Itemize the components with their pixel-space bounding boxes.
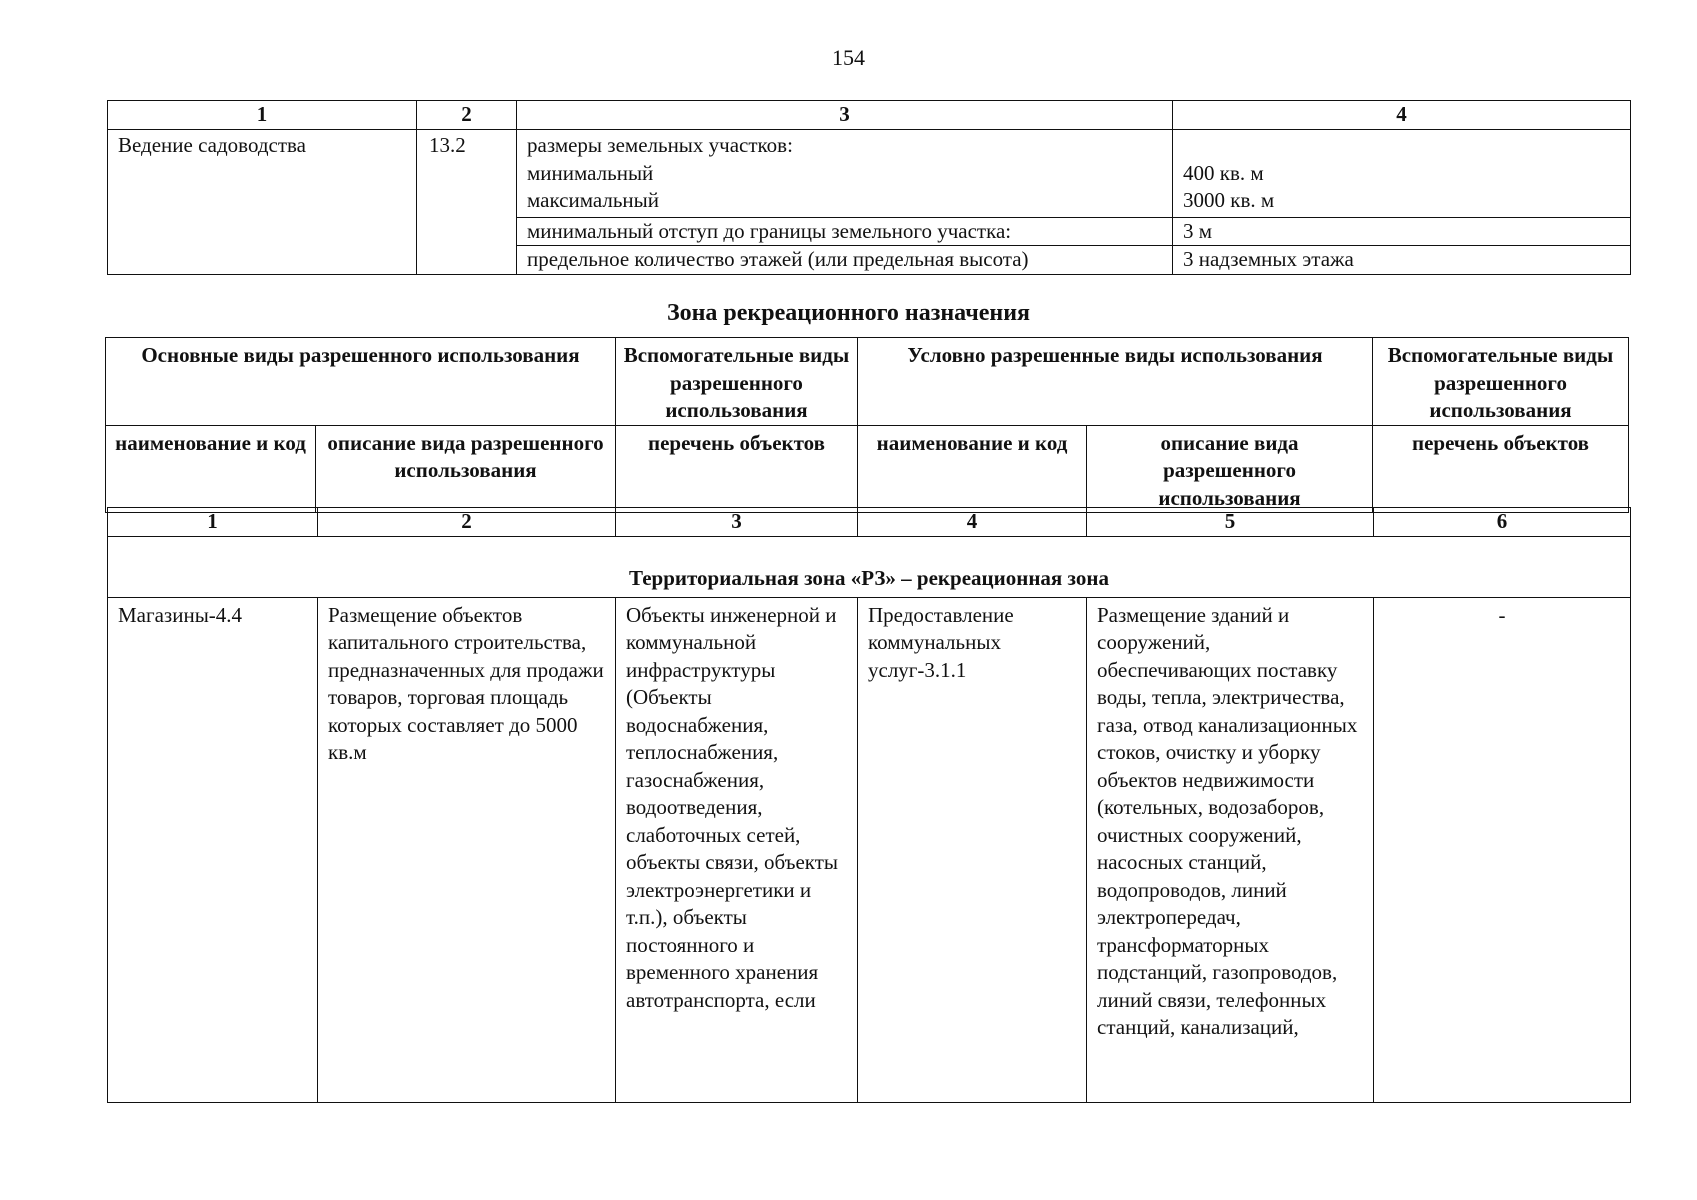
use-name-cell: Магазины-4.4 (108, 597, 318, 1102)
column-number: 5 (1087, 508, 1374, 537)
header-group-row (106, 338, 1629, 426)
column-number-row (108, 508, 1631, 537)
aux-objects-cell: - (1374, 597, 1631, 1102)
aux-objects-cell: Объекты инженерной и коммунальной инфраструктуры (Объекты водоснабжения, теплоснабжения, газоснабжения, водоотведения, слаботочных сетей, объекты связи, объекты электроэнергетики и т.п.), объекты постоянного и временного хранения автотранспорта, если (616, 597, 858, 1102)
aux-uses-header: Вспомогательные виды разрешенного использования (616, 338, 858, 426)
plot-size-label-cell (517, 130, 1173, 218)
use-description-cell: Размещение объектов капитального строительства, предназначенных для продажи товаров, торговая площадь которых составляет до 5000 кв.м (318, 597, 616, 1102)
aux-uses-header: Вспомогательные виды разрешенного использования (1373, 338, 1629, 426)
zone-body-table (107, 507, 1631, 1103)
header-subcolumn-row (106, 425, 1629, 513)
column-number: 1 (108, 508, 318, 537)
column-number: 4 (1173, 101, 1631, 130)
plot-size-label: размеры земельных участков: (527, 133, 793, 157)
description-header: описание вида разрешенного использования (1087, 425, 1373, 513)
zone-header-table (105, 337, 1629, 513)
main-uses-header: Основные виды разрешенного использования (106, 338, 616, 426)
setback-label: минимальный отступ до границы земельного участка: (517, 217, 1173, 246)
floors-label: предельное количество этажей (или предельная высота) (517, 246, 1173, 275)
table-row (108, 597, 1631, 1102)
setback-value: 3 м (1173, 217, 1631, 246)
table-row (108, 130, 1631, 218)
territorial-zone-title: Территориальная зона «РЗ» – рекреационная зона (108, 536, 1631, 597)
plot-size-max-label: максимальный (527, 188, 659, 212)
objects-list-header: перечень объектов (1373, 425, 1629, 513)
column-number: 2 (318, 508, 616, 537)
conditional-use-name-cell: Предоставление коммунальных услуг-3.1.1 (858, 597, 1087, 1102)
column-number-row (108, 101, 1631, 130)
territorial-zone-row (108, 536, 1631, 597)
column-number: 4 (858, 508, 1087, 537)
name-code-header: наименование и код (858, 425, 1087, 513)
use-code-cell: 13.2 (417, 130, 517, 275)
column-number: 3 (616, 508, 858, 537)
plot-size-value-cell (1173, 130, 1631, 218)
column-number: 3 (517, 101, 1173, 130)
column-number: 2 (417, 101, 517, 130)
zone-title: Зона рекреационного назначения (666, 300, 1031, 326)
description-header: описание вида разрешенного использования (316, 425, 616, 513)
column-number: 6 (1374, 508, 1631, 537)
column-number: 1 (108, 101, 417, 130)
objects-list-header: перечень объектов (616, 425, 858, 513)
page-number: 154 (832, 45, 865, 70)
plot-size-min-value: 400 кв. м (1183, 160, 1264, 185)
use-name-cell: Ведение садоводства (108, 130, 417, 275)
conditional-uses-header: Условно разрешенные виды использования (858, 338, 1373, 426)
plot-size-max-value: 3000 кв. м (1183, 188, 1275, 212)
gardening-parameters-table (107, 100, 1631, 275)
conditional-use-description-cell: Размещение зданий и сооружений, обеспечивающих поставку воды, тепла, электричества, газа, отвод канализационных стоков, очистку и уборку объектов недвижимости (котельных, водозаборов, очистных сооружений, насосных станций, водопроводов, линий электропередач, трансформаторных подстанций, газопроводов, линий связи, телефонных станций, канализаций, (1087, 597, 1374, 1102)
name-code-header: наименование и код (106, 425, 316, 513)
floors-value: 3 надземных этажа (1173, 246, 1631, 275)
plot-size-min-label: минимальный (527, 160, 654, 185)
